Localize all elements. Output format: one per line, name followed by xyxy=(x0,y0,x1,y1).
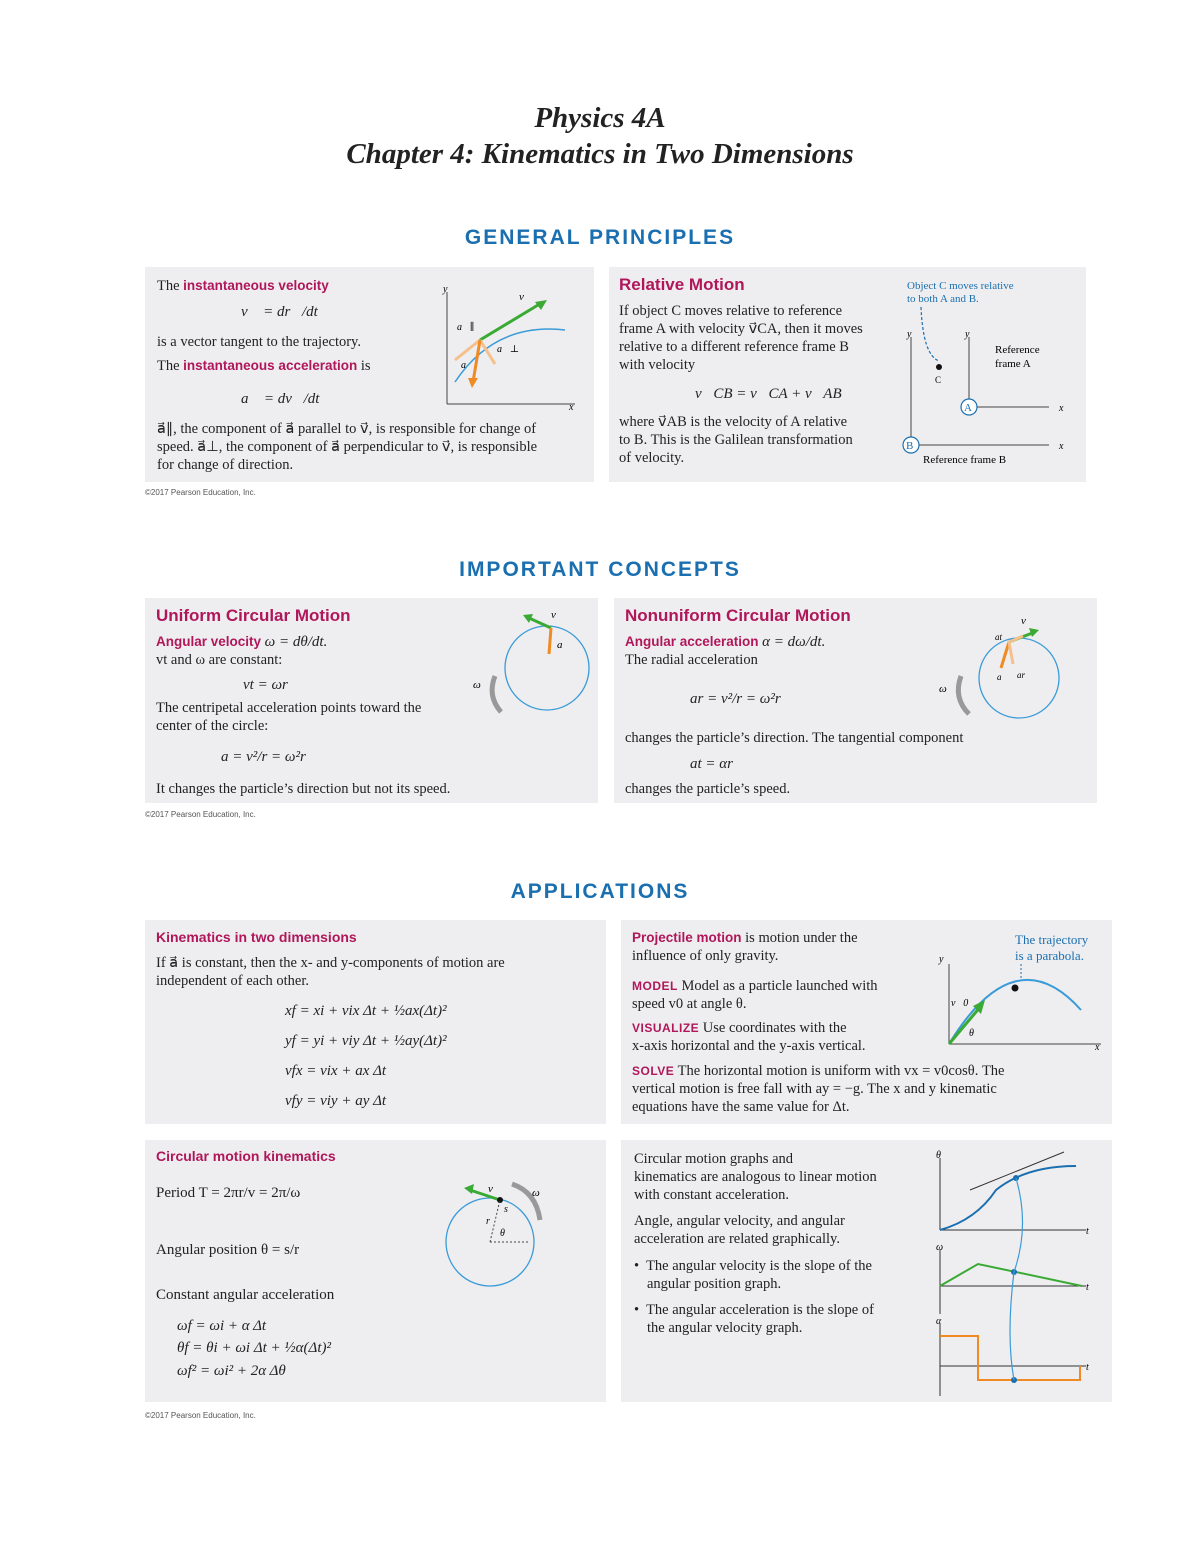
bullet-2: • The angular acceleration is the slope of xyxy=(634,1302,874,1318)
svg-text:t: t xyxy=(1086,1226,1089,1237)
angular-graphs-diagram xyxy=(926,1146,1106,1402)
svg-text:a⃗: a⃗ xyxy=(557,639,572,651)
kin2d-eq-3: vfx = vix + ax Δt xyxy=(285,1063,387,1079)
svg-text:Reference frame B: Reference frame B xyxy=(923,454,1007,466)
theta-curve xyxy=(940,1166,1076,1230)
circkin-eq-3: ωf² = ωi² + 2α Δθ xyxy=(177,1363,286,1379)
svg-text:v⃗0: v⃗0 xyxy=(951,998,969,1009)
projectile-diagram xyxy=(931,928,1109,1050)
svg-text:y: y xyxy=(965,329,970,340)
relative-motion-panel: Relative Motion If object C moves relative to reference frame A with velocity v⃗CA, then it moves relative to a different reference frame B with velocity v⃗CB = v⃗CA + v⃗AB where v⃗AB is the velocity of A relative to B. This is the Galilean transformation of velocity. Object C moves relative to both A and B. y y x x C A B Reference frame A Reference frame B xyxy=(609,267,1086,482)
chapter-title: Chapter 4: Kinematics in Two Dimensions xyxy=(346,138,854,170)
a-perp-label: a⃗⊥ xyxy=(497,344,520,355)
kin2d-eq-1: xf = xi + vix Δt + ½ax(Δt)² xyxy=(285,1003,447,1019)
nonuniform-circular-panel: Nonuniform Circular Motion Angular acceleration α = dω/dt. The radial acceleration ar = v²/r = ω²r changes the particle’s direction. The tangential component at = αr changes the particle’s speed. v⃗ at a⃗ ar ω xyxy=(614,598,1097,803)
a-label: a⃗ xyxy=(461,360,474,371)
svg-text:y: y xyxy=(939,954,944,965)
svg-text:A: A xyxy=(964,402,972,414)
page-title: Physics 4A xyxy=(534,102,666,134)
svg-text:ar: ar xyxy=(1017,670,1026,680)
svg-text:v⃗: v⃗ xyxy=(551,609,565,621)
angular-graphs-panel: Circular motion graphs and kinematics are analogous to linear motion with constant acceleration. Angle, angular velocity, and angular acceleration are related graphically. • The angular velocity is the slope of the angular position graph. • The angular acceleration is the slope of the angular velocity graph. θ t ω t α t xyxy=(621,1140,1112,1402)
velocity-arrow xyxy=(480,302,543,340)
section-important-concepts: IMPORTANT CONCEPTS xyxy=(459,558,741,581)
velocity-equation: v⃗ = dr⃗/dt xyxy=(241,304,318,320)
galilean-equation: v⃗CB = v⃗CA + v⃗AB xyxy=(695,386,842,402)
velocity-diagram xyxy=(435,282,585,412)
svg-text:C: C xyxy=(935,375,942,385)
instantaneous-velocity-keyword: instantaneous velocity xyxy=(183,278,329,293)
circular-kinematics-panel: Circular motion kinematics Period T = 2πr/v = 2π/ω Angular position θ = s/r Constant angular acceleration ωf = ωi + α Δt θf = θi + ωi Δt + ½α(Δt)² ωf² = ωi² + 2α Δθ v⃗ ω r s θ xyxy=(145,1140,606,1402)
circkin-diagram xyxy=(440,1170,590,1290)
svg-text:frame A: frame A xyxy=(995,358,1031,370)
circkin-title: Circular motion kinematics xyxy=(156,1148,336,1164)
x-label: x xyxy=(569,402,574,412)
instantaneous-acceleration-keyword: instantaneous acceleration xyxy=(183,358,358,373)
ucm-title: Uniform Circular Motion xyxy=(156,606,351,625)
section-general-principles: GENERAL PRINCIPLES xyxy=(464,226,736,249)
velocity-panel: The instantaneous velocity v⃗ = dr⃗/dt is a vector tangent to the trajectory. The instantaneous acceleration is a⃗ = dv⃗/dt a⃗∥, the component of a⃗ parallel to v⃗, is responsible for change of speed. a⃗⊥, the component of a⃗ perpendicular to v⃗, is responsible for change of direction. y x v⃗ a⃗∥ a⃗ a⃗⊥ xyxy=(145,267,594,482)
svg-text:v⃗: v⃗ xyxy=(1021,615,1035,627)
frames-note-2: to both A and B. xyxy=(907,293,979,305)
a-par-label: a⃗∥ xyxy=(457,322,475,333)
svg-text:x: x xyxy=(1059,441,1064,452)
uniform-circular-panel: Uniform Circular Motion Angular velocity ω = dθ/dt. vt and ω are constant: vt = ωr The centripetal acceleration points toward the center of the circle: a = v²/r = ω²r It changes the particle’s direction but not its speed. v⃗ a⃗ ω xyxy=(145,598,598,803)
omega-line xyxy=(940,1264,1082,1286)
svg-text:ω: ω xyxy=(936,1242,944,1253)
kin2d-eq-4: vfy = viy + ay Δt xyxy=(285,1093,387,1109)
circkin-eq-1: ωf = ωi + α Δt xyxy=(177,1318,267,1334)
acceleration-equation: a⃗ = dv⃗/dt xyxy=(241,391,320,407)
kin2d-eq-2: yf = yi + viy Δt + ½ay(Δt)² xyxy=(285,1033,447,1049)
nucm-title: Nonuniform Circular Motion xyxy=(625,606,851,625)
v-label: v⃗ xyxy=(519,291,533,303)
circkin-eq-2: θf = θi + ωi Δt + ½α(Δt)² xyxy=(177,1340,331,1356)
svg-text:ω: ω xyxy=(939,683,947,695)
svg-text:at: at xyxy=(995,632,1003,642)
svg-text:s: s xyxy=(504,1204,508,1215)
trajectory-curve xyxy=(455,329,565,382)
relative-motion-title: Relative Motion xyxy=(619,275,745,294)
svg-text:ω: ω xyxy=(532,1187,540,1199)
nucm-diagram xyxy=(939,606,1089,731)
bullet-1: • The angular velocity is the slope of the xyxy=(634,1258,872,1274)
svg-text:r: r xyxy=(486,1216,490,1227)
section-applications: APPLICATIONS xyxy=(510,880,690,903)
svg-text:y: y xyxy=(907,329,912,340)
svg-text:x: x xyxy=(1059,403,1064,414)
svg-text:The trajectory: The trajectory xyxy=(1015,932,1089,947)
projectile-peak-dot xyxy=(1012,985,1019,992)
kin2d-title: Kinematics in two dimensions xyxy=(156,929,357,945)
svg-text:v⃗: v⃗ xyxy=(488,1183,502,1195)
object-c-dot xyxy=(936,364,942,370)
svg-text:t: t xyxy=(1086,1362,1089,1373)
reference-frames-diagram xyxy=(899,275,1079,475)
svg-text:Reference: Reference xyxy=(995,344,1040,356)
svg-text:x: x xyxy=(1095,1042,1100,1050)
svg-text:θ: θ xyxy=(936,1150,941,1161)
kinematics-2d-panel: Kinematics in two dimensions If a⃗ is constant, then the x- and y-components of motion are independent of each other. xf = xi + vix Δt + ½ax(Δt)² yf = yi + viy Δt + ½ay(Δt)² vfx = vix + ax Δt vfy = viy + ay Δt xyxy=(145,920,606,1124)
y-label: y xyxy=(443,284,448,295)
svg-text:ω: ω xyxy=(473,679,481,691)
ucm-diagram xyxy=(465,606,595,726)
svg-text:is a parabola.: is a parabola. xyxy=(1015,948,1084,963)
svg-text:a⃗: a⃗ xyxy=(997,672,1009,682)
svg-text:θ: θ xyxy=(500,1228,505,1239)
svg-text:t: t xyxy=(1086,1282,1089,1293)
projectile-panel: Projectile motion is motion under the influence of only gravity. MODEL Model as a particle launched with speed v0 at angle θ. VISUALIZE Use coordinates with the x-axis horizontal and the y-axis vertical. SOLVE The horizontal motion is uniform with vx = v0cosθ. The vertical motion is free fall with ay = −g. The x and y kinematic equations have the same value for Δt. The trajectory is a parabola. y x v⃗0 θ xyxy=(621,920,1112,1124)
svg-text:α: α xyxy=(936,1316,942,1327)
svg-text:B: B xyxy=(906,440,914,452)
svg-text:θ: θ xyxy=(969,1028,974,1039)
frames-note-1: Object C moves relative xyxy=(907,280,1014,292)
